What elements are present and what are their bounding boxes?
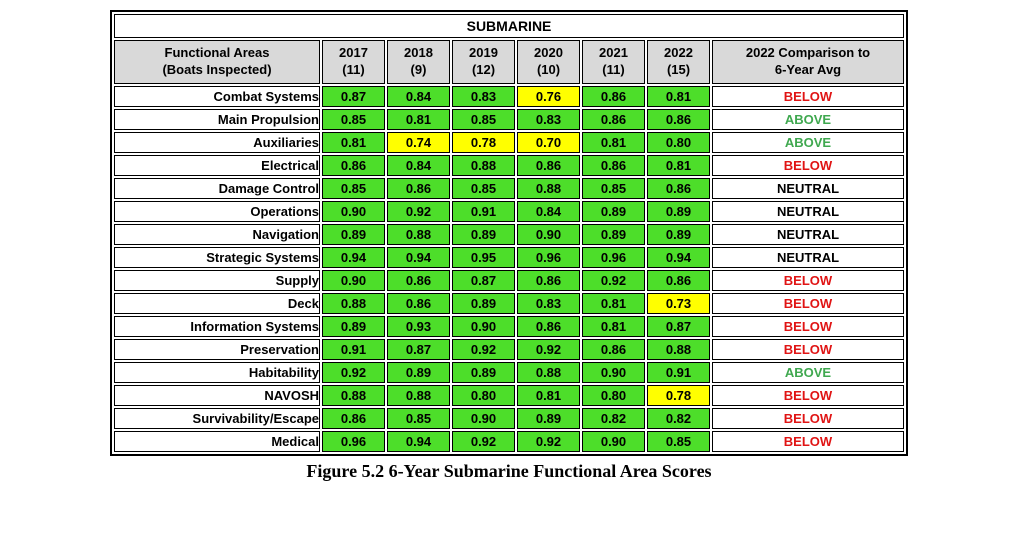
- score-cell: 0.86: [387, 270, 450, 291]
- score-cell: 0.83: [517, 293, 580, 314]
- score-cell: 0.70: [517, 132, 580, 153]
- score-cell: 0.92: [582, 270, 645, 291]
- comparison-status: BELOW: [712, 431, 904, 452]
- table-row: [114, 270, 904, 291]
- score-cell: 0.88: [387, 385, 450, 406]
- year-header-2021: [582, 40, 645, 84]
- comparison-status: BELOW: [712, 270, 904, 291]
- score-cell: 0.89: [387, 362, 450, 383]
- comparison-status: NEUTRAL: [712, 247, 904, 268]
- score-cell: 0.87: [647, 316, 710, 337]
- area-cell: Medical: [114, 431, 320, 452]
- table-row: [114, 109, 904, 130]
- score-cell: 0.89: [452, 224, 515, 245]
- functional-areas-header: [114, 40, 320, 84]
- boats-inspected-count: (15): [666, 62, 691, 77]
- table-row: [114, 178, 904, 199]
- functional-areas-header-line2: (Boats Inspected): [162, 62, 272, 77]
- score-cell: 0.74: [387, 132, 450, 153]
- year-label: 2017: [339, 45, 368, 61]
- score-cell: 0.86: [582, 109, 645, 130]
- area-cell: Preservation: [114, 339, 320, 360]
- table-row: [114, 224, 904, 245]
- score-cell: 0.84: [387, 86, 450, 107]
- submarine-scores-figure: [110, 10, 908, 482]
- table-row: [114, 431, 904, 452]
- year-header-2018: [387, 40, 450, 84]
- score-cell: 0.81: [322, 132, 385, 153]
- comparison-status: ABOVE: [712, 362, 904, 383]
- submarine-scores-table: [110, 10, 908, 456]
- score-cell: 0.81: [582, 316, 645, 337]
- comparison-header-line1: 2022 Comparison to: [745, 45, 871, 61]
- score-cell: 0.81: [517, 385, 580, 406]
- score-cell: 0.86: [647, 178, 710, 199]
- table-row: [114, 293, 904, 314]
- area-cell: Main Propulsion: [114, 109, 320, 130]
- score-cell: 0.90: [322, 201, 385, 222]
- table-row: [114, 247, 904, 268]
- comparison-header-line2: 6-Year Avg: [774, 62, 842, 77]
- year-label: 2021: [599, 45, 628, 61]
- score-cell: 0.92: [452, 431, 515, 452]
- year-header-2020: [517, 40, 580, 84]
- boats-inspected-count: (11): [602, 62, 625, 77]
- score-cell: 0.90: [582, 362, 645, 383]
- score-cell: 0.89: [582, 224, 645, 245]
- comparison-status: BELOW: [712, 86, 904, 107]
- table-row: [114, 385, 904, 406]
- area-cell: Information Systems: [114, 316, 320, 337]
- score-cell: 0.94: [387, 247, 450, 268]
- year-header-2017: [322, 40, 385, 84]
- year-header-2019: [452, 40, 515, 84]
- score-cell: 0.87: [452, 270, 515, 291]
- table-title-row: [114, 14, 904, 38]
- comparison-status: BELOW: [712, 408, 904, 429]
- area-cell: Deck: [114, 293, 320, 314]
- score-cell: 0.86: [582, 339, 645, 360]
- score-cell: 0.89: [452, 293, 515, 314]
- score-cell: 0.94: [647, 247, 710, 268]
- table-header-row: [114, 40, 904, 84]
- score-cell: 0.78: [647, 385, 710, 406]
- score-cell: 0.90: [582, 431, 645, 452]
- table-row: [114, 132, 904, 153]
- comparison-status: BELOW: [712, 293, 904, 314]
- score-cell: 0.86: [517, 155, 580, 176]
- score-cell: 0.81: [647, 155, 710, 176]
- score-cell: 0.92: [517, 431, 580, 452]
- year-label: 2022: [664, 45, 693, 61]
- score-cell: 0.78: [452, 132, 515, 153]
- comparison-status: ABOVE: [712, 109, 904, 130]
- year-header-2022: [647, 40, 710, 84]
- score-cell: 0.83: [517, 109, 580, 130]
- score-cell: 0.85: [387, 408, 450, 429]
- score-cell: 0.92: [387, 201, 450, 222]
- boats-inspected-count: (12): [471, 62, 496, 77]
- score-cell: 0.92: [452, 339, 515, 360]
- score-cell: 0.91: [647, 362, 710, 383]
- score-cell: 0.87: [387, 339, 450, 360]
- area-cell: Damage Control: [114, 178, 320, 199]
- comparison-status: BELOW: [712, 385, 904, 406]
- score-cell: 0.92: [322, 362, 385, 383]
- score-cell: 0.90: [322, 270, 385, 291]
- score-cell: 0.93: [387, 316, 450, 337]
- score-cell: 0.90: [452, 408, 515, 429]
- score-cell: 0.86: [647, 270, 710, 291]
- table-row: [114, 339, 904, 360]
- score-cell: 0.88: [322, 385, 385, 406]
- boats-inspected-count: (10): [536, 62, 561, 77]
- table-title: SUBMARINE: [114, 14, 904, 38]
- score-cell: 0.81: [647, 86, 710, 107]
- comparison-status: BELOW: [712, 316, 904, 337]
- score-cell: 0.81: [582, 132, 645, 153]
- score-cell: 0.88: [452, 155, 515, 176]
- score-cell: 0.86: [582, 155, 645, 176]
- boats-inspected-count: (9): [410, 62, 427, 77]
- score-cell: 0.89: [517, 408, 580, 429]
- area-cell: Navigation: [114, 224, 320, 245]
- score-cell: 0.96: [517, 247, 580, 268]
- functional-areas-header-line1: Functional Areas: [164, 45, 270, 61]
- score-cell: 0.91: [452, 201, 515, 222]
- score-cell: 0.80: [582, 385, 645, 406]
- score-cell: 0.89: [322, 224, 385, 245]
- score-cell: 0.86: [517, 316, 580, 337]
- score-cell: 0.86: [387, 293, 450, 314]
- table-row: [114, 316, 904, 337]
- score-cell: 0.73: [647, 293, 710, 314]
- score-cell: 0.86: [647, 109, 710, 130]
- comparison-status: BELOW: [712, 339, 904, 360]
- score-cell: 0.86: [582, 86, 645, 107]
- comparison-header: [712, 40, 904, 84]
- score-cell: 0.89: [322, 316, 385, 337]
- score-cell: 0.89: [647, 224, 710, 245]
- score-cell: 0.87: [322, 86, 385, 107]
- score-cell: 0.83: [452, 86, 515, 107]
- table-row: [114, 155, 904, 176]
- score-cell: 0.86: [322, 408, 385, 429]
- score-cell: 0.85: [452, 109, 515, 130]
- score-cell: 0.86: [322, 155, 385, 176]
- score-cell: 0.85: [647, 431, 710, 452]
- score-cell: 0.88: [322, 293, 385, 314]
- score-cell: 0.80: [452, 385, 515, 406]
- table-row: [114, 408, 904, 429]
- comparison-status: NEUTRAL: [712, 224, 904, 245]
- score-cell: 0.88: [647, 339, 710, 360]
- year-label: 2019: [469, 45, 498, 61]
- area-cell: Combat Systems: [114, 86, 320, 107]
- area-cell: Habitability: [114, 362, 320, 383]
- score-cell: 0.94: [322, 247, 385, 268]
- score-cell: 0.92: [517, 339, 580, 360]
- score-cell: 0.88: [517, 178, 580, 199]
- boats-inspected-count: (11): [342, 62, 365, 77]
- score-cell: 0.85: [322, 178, 385, 199]
- score-cell: 0.91: [322, 339, 385, 360]
- score-cell: 0.96: [582, 247, 645, 268]
- score-cell: 0.84: [517, 201, 580, 222]
- area-cell: Survivability/Escape: [114, 408, 320, 429]
- area-cell: NAVOSH: [114, 385, 320, 406]
- score-cell: 0.96: [322, 431, 385, 452]
- score-cell: 0.86: [387, 178, 450, 199]
- score-cell: 0.76: [517, 86, 580, 107]
- score-cell: 0.95: [452, 247, 515, 268]
- score-cell: 0.85: [582, 178, 645, 199]
- table-row: [114, 201, 904, 222]
- comparison-status: BELOW: [712, 155, 904, 176]
- area-cell: Auxiliaries: [114, 132, 320, 153]
- score-cell: 0.82: [647, 408, 710, 429]
- comparison-status: NEUTRAL: [712, 201, 904, 222]
- year-label: 2020: [534, 45, 563, 61]
- year-label: 2018: [404, 45, 433, 61]
- area-cell: Supply: [114, 270, 320, 291]
- table-row: [114, 86, 904, 107]
- area-cell: Electrical: [114, 155, 320, 176]
- score-cell: 0.84: [387, 155, 450, 176]
- score-cell: 0.82: [582, 408, 645, 429]
- score-cell: 0.86: [517, 270, 580, 291]
- comparison-status: NEUTRAL: [712, 178, 904, 199]
- score-cell: 0.94: [387, 431, 450, 452]
- score-cell: 0.85: [452, 178, 515, 199]
- table-row: [114, 362, 904, 383]
- figure-caption: Figure 5.2 6-Year Submarine Functional Area Scores: [306, 461, 712, 481]
- comparison-status: ABOVE: [712, 132, 904, 153]
- score-cell: 0.89: [582, 201, 645, 222]
- score-cell: 0.81: [387, 109, 450, 130]
- score-cell: 0.90: [517, 224, 580, 245]
- area-cell: Operations: [114, 201, 320, 222]
- score-cell: 0.81: [582, 293, 645, 314]
- score-cell: 0.89: [452, 362, 515, 383]
- score-cell: 0.88: [387, 224, 450, 245]
- score-cell: 0.89: [647, 201, 710, 222]
- score-cell: 0.85: [322, 109, 385, 130]
- score-cell: 0.88: [517, 362, 580, 383]
- score-cell: 0.90: [452, 316, 515, 337]
- score-cell: 0.80: [647, 132, 710, 153]
- area-cell: Strategic Systems: [114, 247, 320, 268]
